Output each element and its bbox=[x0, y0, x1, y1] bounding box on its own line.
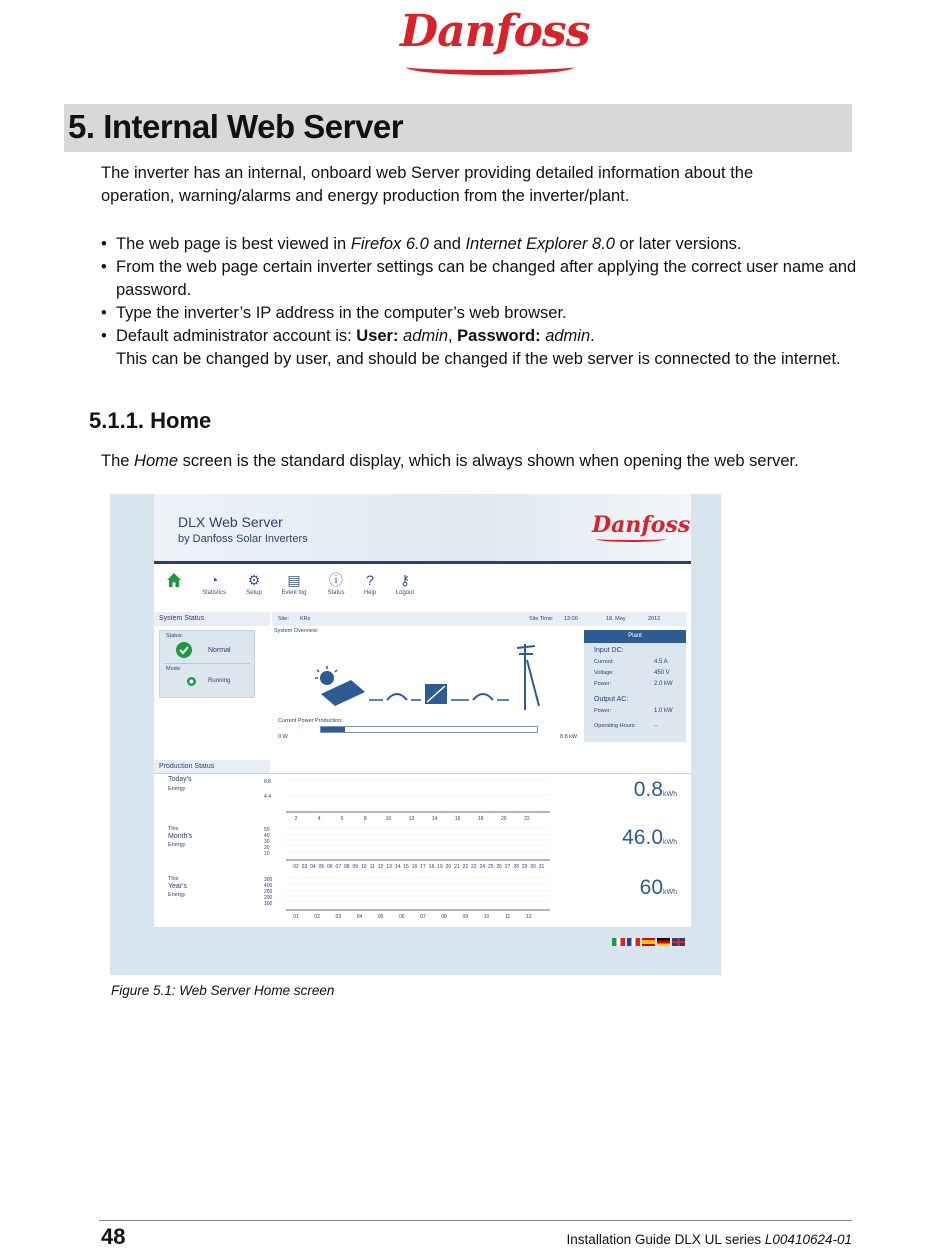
month-x-tick: 18 bbox=[428, 864, 435, 870]
today-x-tick: 12 bbox=[408, 816, 415, 822]
value: 60 bbox=[639, 876, 663, 899]
chapter-heading-bar bbox=[64, 104, 852, 152]
flow-arrow-icon bbox=[387, 694, 407, 700]
today-x-tick: 20 bbox=[501, 816, 507, 822]
intro-line-1: The inverter has an internal, onboard web Server providing detailed information about the bbox=[101, 164, 754, 182]
year-x-tick: 11 bbox=[505, 914, 511, 920]
today-label: Today's bbox=[168, 776, 192, 783]
month-x-tick: 10 bbox=[360, 864, 367, 870]
text: The web page is best viewed in bbox=[116, 235, 351, 253]
status-panel bbox=[159, 630, 255, 698]
language-flags bbox=[612, 938, 685, 946]
pie-chart-icon: ◔ bbox=[209, 572, 219, 588]
power-production-fill bbox=[321, 727, 345, 732]
bullet-dot: • bbox=[101, 258, 107, 276]
voltage-label: Voltage: bbox=[594, 670, 614, 676]
site-year: 2012 bbox=[648, 616, 661, 622]
month-x-tick: 29 bbox=[521, 864, 528, 870]
month-x-tick: 07 bbox=[335, 864, 342, 870]
year-x-tick: 09 bbox=[462, 914, 469, 920]
today-x-tick: 8 bbox=[363, 816, 367, 822]
check-icon bbox=[176, 642, 192, 658]
year-label-1: This bbox=[168, 876, 179, 882]
month-x-tick: 28 bbox=[513, 864, 519, 870]
site-time-label: Site Time: bbox=[529, 616, 554, 622]
text: Default administrator account is: bbox=[116, 327, 357, 345]
plant-header: Plant bbox=[584, 630, 686, 643]
web-logo: Danfoss bbox=[592, 512, 691, 538]
operating-hours-label: Operating Hours: bbox=[594, 723, 636, 729]
year-x-tick: 03 bbox=[335, 914, 342, 920]
month-x-tick: 06 bbox=[327, 864, 333, 870]
unit: kWh bbox=[663, 839, 677, 846]
nav-statistics[interactable] bbox=[194, 572, 234, 596]
year-energy-chart bbox=[264, 874, 564, 920]
year-x-tick: 08 bbox=[441, 914, 447, 920]
today-y-tick: 4.4 bbox=[264, 794, 271, 800]
nav-event-log[interactable] bbox=[274, 572, 314, 596]
unit: kWh bbox=[663, 791, 677, 798]
text: The bbox=[101, 452, 135, 470]
year-label-3: Energy bbox=[168, 892, 186, 898]
web-title: DLX Web Server bbox=[178, 514, 283, 530]
power-max: 8.8 kW bbox=[560, 734, 578, 740]
today-energy-chart bbox=[264, 776, 564, 824]
info-icon: ⓘ bbox=[329, 572, 343, 588]
bullet-list bbox=[101, 233, 861, 371]
month-x-tick: 08 bbox=[344, 864, 350, 870]
nav-help[interactable] bbox=[350, 572, 390, 596]
production-status-tab[interactable]: Production Status bbox=[154, 760, 270, 774]
flag-spanish-icon[interactable] bbox=[642, 938, 655, 946]
nav-label: Event log bbox=[281, 590, 307, 596]
power-min: 0 W bbox=[278, 734, 288, 740]
month-x-tick: 02 bbox=[293, 864, 299, 870]
year-label-2: Year's bbox=[168, 883, 187, 890]
list-item bbox=[101, 233, 861, 256]
system-overview-diagram bbox=[309, 640, 569, 710]
month-y-tick: 20 bbox=[264, 845, 270, 851]
month-label-1: This bbox=[168, 826, 179, 832]
firefox-version: Firefox 6.0 bbox=[350, 235, 429, 253]
month-x-tick: 23 bbox=[471, 864, 477, 870]
footer-divider bbox=[99, 1220, 852, 1221]
month-y-tick: 40 bbox=[264, 833, 270, 839]
month-x-tick: 19 bbox=[437, 864, 443, 870]
year-x-tick: 06 bbox=[399, 914, 405, 920]
year-x-tick: 04 bbox=[356, 914, 363, 920]
month-x-tick: 21 bbox=[454, 864, 460, 870]
today-sublabel: Energy bbox=[168, 786, 186, 792]
year-x-tick: 05 bbox=[377, 914, 384, 920]
today-x-tick: 10 bbox=[385, 816, 392, 822]
month-x-tick: 27 bbox=[504, 864, 511, 870]
month-x-tick: 25 bbox=[487, 864, 494, 870]
today-x-tick: 6 bbox=[340, 816, 344, 822]
year-y-tick: 400 bbox=[264, 883, 273, 889]
bullet-text: From the web page certain inverter settings can be changed after applying the correct user name and password. bbox=[116, 258, 857, 299]
year-energy-value bbox=[640, 876, 677, 900]
production-status-section bbox=[154, 760, 691, 927]
month-x-tick: 26 bbox=[496, 864, 502, 870]
site-date: 18. May bbox=[606, 616, 626, 622]
today-x-tick: 18 bbox=[477, 816, 484, 822]
flag-german-icon[interactable] bbox=[657, 938, 670, 946]
user-value: admin bbox=[398, 327, 448, 345]
list-item bbox=[101, 325, 861, 371]
output-ac-label: Output AC: bbox=[594, 696, 629, 703]
month-x-tick: 12 bbox=[377, 864, 384, 870]
nav-label: Status bbox=[327, 590, 345, 596]
text: screen is the standard display, which is always shown when opening the web server. bbox=[178, 452, 799, 470]
system-status-tab[interactable]: System Status bbox=[154, 612, 270, 626]
nav-label: Statistics bbox=[201, 590, 226, 596]
month-label-2: Month's bbox=[168, 833, 193, 840]
ac-power-value: 1.0 kW bbox=[654, 708, 673, 714]
month-x-tick: 22 bbox=[462, 864, 469, 870]
operating-hours-value: -- bbox=[654, 723, 658, 729]
month-x-tick: 16 bbox=[411, 864, 418, 870]
month-x-tick: 09 bbox=[352, 864, 359, 870]
help-icon: ? bbox=[366, 572, 374, 588]
figure-caption: Figure 5.1: Web Server Home screen bbox=[111, 983, 335, 998]
status-label: Status: bbox=[166, 633, 184, 639]
divider bbox=[164, 663, 250, 664]
year-x-tick: 02 bbox=[314, 914, 320, 920]
page-number: 48 bbox=[101, 1224, 126, 1249]
month-x-tick: 11 bbox=[369, 864, 375, 870]
list-item bbox=[101, 302, 861, 325]
year-y-tick: 100 bbox=[264, 901, 273, 907]
power-value: 2.0 kW bbox=[654, 681, 673, 687]
month-x-tick: 17 bbox=[420, 864, 426, 870]
mode-value: Running bbox=[208, 678, 231, 684]
password-value: admin bbox=[540, 327, 591, 345]
logo-text: Danfoss bbox=[400, 6, 590, 57]
intro-line-2: operation, warning/alarms and energy production from the inverter/plant. bbox=[101, 187, 630, 205]
chapter-title: 5. Internal Web Server bbox=[68, 108, 404, 145]
gear-icon: ⚙ bbox=[247, 572, 261, 588]
plant-panel bbox=[584, 630, 686, 742]
web-nav bbox=[154, 572, 691, 604]
nav-label: Setup bbox=[246, 590, 262, 596]
month-x-tick: 13 bbox=[386, 864, 392, 870]
current-label: Current: bbox=[594, 659, 614, 665]
input-dc-label: Input DC: bbox=[594, 647, 624, 654]
site-label: Site: bbox=[278, 616, 290, 622]
password-label: Password: bbox=[457, 327, 541, 345]
nav-label: Logout bbox=[395, 590, 415, 596]
month-energy-chart bbox=[264, 824, 564, 870]
today-x-tick: 14 bbox=[431, 816, 438, 822]
today-y-tick: 8.8 bbox=[264, 779, 271, 785]
month-energy-value bbox=[622, 826, 677, 850]
today-x-tick: 4 bbox=[317, 816, 321, 822]
status-value: Normal bbox=[208, 647, 231, 654]
year-x-tick: 07 bbox=[420, 914, 426, 920]
section-title: 5.1.1. Home bbox=[89, 408, 212, 433]
month-x-tick: 30 bbox=[530, 864, 536, 870]
key-icon: ⚷ bbox=[399, 572, 411, 588]
divider bbox=[154, 773, 691, 774]
text: , bbox=[448, 327, 458, 345]
year-y-tick: 300 bbox=[264, 877, 273, 883]
current-value: 4.5 A bbox=[654, 659, 668, 665]
month-y-tick: 30 bbox=[264, 839, 270, 845]
user-label: User: bbox=[356, 327, 399, 345]
flag-italian-icon[interactable] bbox=[612, 938, 625, 946]
system-status-section bbox=[154, 612, 691, 758]
power-production-bar bbox=[320, 726, 538, 733]
bullet-dot: • bbox=[101, 304, 107, 322]
voltage-value: 450 V bbox=[654, 670, 670, 676]
bullet-text: Type the inverter’s IP address in the computer’s web browser. bbox=[116, 304, 567, 322]
month-x-tick: 05 bbox=[318, 864, 325, 870]
overview-label: System Overview: bbox=[274, 628, 319, 634]
bullet-dot: • bbox=[101, 327, 107, 345]
year-y-tick: 200 bbox=[264, 895, 273, 901]
today-x-tick: 22 bbox=[524, 816, 530, 822]
web-header bbox=[154, 494, 691, 564]
site-time: 13:00 bbox=[564, 616, 578, 622]
nav-setup[interactable] bbox=[234, 572, 274, 596]
month-x-tick: 03 bbox=[301, 864, 308, 870]
year-x-tick: 01 bbox=[293, 914, 299, 920]
flag-french-icon[interactable] bbox=[627, 938, 640, 946]
home-icon bbox=[166, 572, 182, 588]
guide-title: Installation Guide DLX UL series bbox=[566, 1232, 765, 1247]
footer-text bbox=[567, 1232, 852, 1247]
sun-icon bbox=[315, 666, 337, 685]
intro-paragraph bbox=[101, 162, 753, 208]
site-value: KRs bbox=[300, 616, 311, 622]
web-logo-swoosh bbox=[596, 536, 666, 542]
year-x-tick: 12 bbox=[526, 914, 532, 920]
web-subtitle: by Danfoss Solar Inverters bbox=[178, 533, 308, 545]
list-item bbox=[101, 256, 861, 302]
grid-pylon-icon bbox=[517, 644, 539, 710]
year-y-tick: 200 bbox=[264, 889, 273, 895]
nav-home[interactable] bbox=[154, 572, 194, 588]
web-page bbox=[154, 494, 691, 927]
power-label: Power: bbox=[594, 681, 612, 687]
danfoss-logo bbox=[400, 4, 590, 82]
ie-version: Internet Explorer 8.0 bbox=[465, 235, 615, 253]
today-x-tick: 2 bbox=[294, 816, 298, 822]
year-x-tick: 10 bbox=[483, 914, 490, 920]
web-server-screenshot bbox=[110, 494, 721, 975]
logo-swoosh bbox=[406, 59, 574, 75]
value: 46.0 bbox=[622, 826, 663, 849]
month-y-tick: 10 bbox=[264, 851, 270, 857]
month-x-tick: 20 bbox=[445, 864, 452, 870]
mode-label: Mode: bbox=[166, 666, 182, 672]
running-icon bbox=[187, 677, 196, 686]
home-term: Home bbox=[134, 452, 179, 470]
ac-power-label: Power: bbox=[594, 708, 612, 714]
value: 0.8 bbox=[633, 778, 663, 801]
month-x-tick: 15 bbox=[403, 864, 409, 870]
unit: kWh bbox=[663, 889, 677, 896]
today-x-tick: 16 bbox=[454, 816, 461, 822]
month-x-tick: 31 bbox=[538, 864, 545, 870]
month-x-tick: 14 bbox=[394, 864, 401, 870]
month-label-3: Energy bbox=[168, 842, 186, 848]
bullet-note: This can be changed by user, and should be changed if the web server is connected to the internet. bbox=[116, 350, 841, 368]
document-icon: ▤ bbox=[287, 572, 301, 588]
document-code: L00410624-01 bbox=[764, 1232, 852, 1247]
text: and bbox=[428, 235, 466, 253]
bullet-dot: • bbox=[101, 235, 107, 253]
month-y-tick: 50 bbox=[264, 827, 270, 833]
month-x-tick: 24 bbox=[479, 864, 486, 870]
text: or later versions. bbox=[614, 235, 742, 253]
home-description bbox=[101, 450, 799, 473]
text: . bbox=[590, 327, 595, 345]
nav-logout[interactable] bbox=[385, 572, 425, 596]
nav-label: Help bbox=[363, 590, 377, 596]
flag-english-icon[interactable] bbox=[672, 938, 685, 946]
month-x-tick: 04 bbox=[310, 864, 316, 870]
flow-arrow-icon bbox=[473, 694, 493, 700]
current-power-label: Current Power Production: bbox=[278, 718, 343, 724]
today-energy-value bbox=[634, 778, 677, 802]
